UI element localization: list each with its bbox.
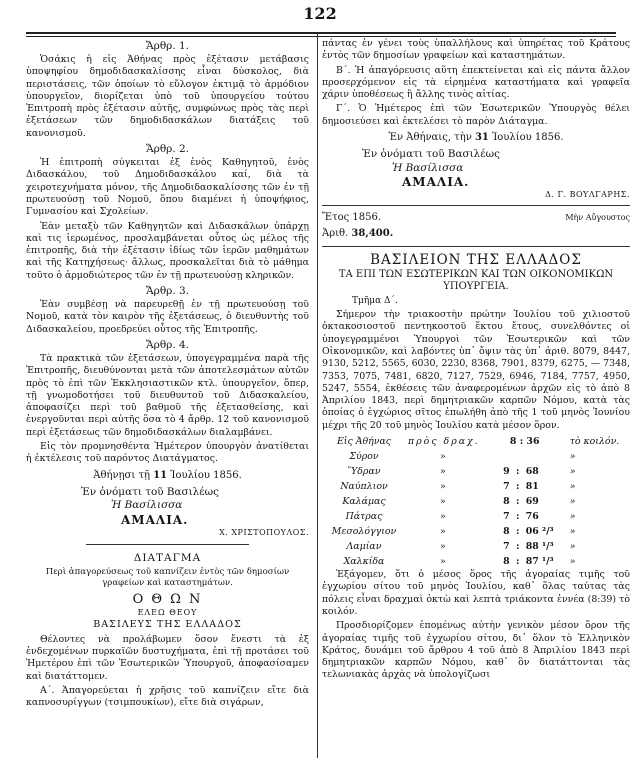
row-unit: » [569, 496, 576, 508]
determination-text: Προσδιορίζομεν ἑπομένως αὐτὴν γενικὸν μέσον ὅρον τῆς ἀγοραίας τιμῆς τοῦ ἐγχωρίου σίτου, δι᾽ ὅλον τὸ Ἑλληνικὸν Κράτος, δυνάμει τοῦ ἄρθρου 4 τοῦ ἀπὸ 8 Ἀπριλίου 1843 περὶ δημητριακῶν καρπῶν Νόμου, καθ᾽ ὃν διατάττονται τὰς τελωνιακὰς ἀρχὰς νὰ ὑπολογίζωσι [322, 620, 630, 681]
signature-line-2: Ἡ Βασίλισσα [111, 499, 183, 512]
row-unit: » [569, 511, 576, 523]
row-place: Λαμίαν [346, 541, 382, 553]
number-row [322, 227, 630, 241]
header-end: τὸ κοιλόν. [569, 436, 620, 448]
decree-date [26, 469, 309, 483]
conclusion-text: Ἐξάγομεν, ὅτι ὁ μέσος ὅρος τῆς ἀγοραίας τιμῆς τοῦ ἐγχωρίου σίτου τοῦ μηνὸς Ἰουλίου, καθ᾽ ὅλας ταύτας τὰς πόλεις εἶναι δραχμαὶ ὀκτὼ καὶ λεπτὰ τριάκοντα ἐννέα (8:39) τὸ κοιλόν. [322, 569, 630, 617]
section-label: Τμῆμα Δ΄. [352, 296, 398, 307]
header-place: Εἰς Ἀθήνας [336, 436, 392, 448]
row-dots: » [439, 526, 448, 538]
article-1-title: Ἄρθρ. 1. [145, 40, 190, 52]
column-divider [317, 32, 318, 758]
price-table-header [322, 434, 630, 449]
row-drachmas: 8 [503, 526, 510, 538]
number-value: 38,400. [351, 228, 394, 240]
ministry-heading: ΤΑ ΕΠΙ ΤΩΝ ΕΣΩΤΕΡΙΚΩΝ ΚΑΙ ΤΩΝ ΟΙΚΟΝΟΜΙΚΩΝ ΥΠΟΥΡΓΕΙΑ. [338, 269, 614, 293]
article-A-text: Α΄. Ἀπαγορεύεται ἡ χρῆσις τοῦ καπνίζειν εἴτε διὰ καπνοσυρίγγων (τσιμπουκίων), εἴτε διὰ σιγάρων, [26, 684, 309, 709]
signature-line-1: Ἐν ὀνόματι τοῦ Βασιλέως [81, 485, 219, 498]
eleo-theou: ΕΛΕΩ ΘΕΟΥ [137, 607, 198, 617]
row-lepta: 81 [525, 481, 539, 493]
table-row [322, 554, 630, 569]
section-separator [86, 544, 249, 545]
header-price: 8 : 36 [509, 436, 540, 448]
article-2-text: Ἡ ἐπιτροπὴ σύγκειται ἐξ ἑνὸς Καθηγητοῦ, ἑνὸς Διδασκάλου, τοῦ Δημοδιδασκάλου καί, διὰ τὰ χειροτεχνήματα μόνον, τῆς Δημοδιδασκαλίσσης τῶν ἐν τῇ πρωτευούσῃ τοῦ Νομοῦ, ὅπου διαμένει ἡ ὑποψήφιος, Γυμνασίου καὶ Σχολείων. [26, 157, 309, 218]
row-colon: : [515, 466, 520, 478]
row-colon: : [515, 481, 520, 493]
table-row [322, 479, 630, 494]
section-separator-right-2 [322, 246, 630, 247]
year-month-row [322, 211, 630, 225]
row-drachmas [482, 449, 512, 464]
top-rule [26, 32, 616, 37]
minister-signature: Χ. ΧΡΙΣΤΟΠΟΥΛΟΣ. [219, 527, 309, 537]
row-lepta: 69 [525, 496, 539, 508]
row-colon [512, 449, 524, 464]
king-title: ΒΑΣΙΛΕΥΣ ΤΗΣ ΕΛΛΑΔΟΣ [93, 618, 242, 630]
price-table [322, 434, 630, 569]
number-label: Ἀριθ. [322, 228, 349, 240]
row-colon: : [515, 526, 520, 538]
row-drachmas: 9 [503, 466, 510, 478]
article-2-text-cont: Ἐὰν μεταξὺ τῶν Καθηγητῶν καὶ Διδασκάλων ὑπάρχῃ καὶ τις ἱερωμένος, προσλαμβάνεται οὗτος ὡς μέλος τῆς ἐπιτροπῆς, διὰ τὴν ἐξέτασιν ἰδίως τῶν ἱερῶν μαθημάτων καὶ τῆς Κατηχήσεως· ἄλλως, προσκαλεῖται διὰ τὸ μάθημα τοῦτο ὁ ἁρμοδιώτερος τῶν ἐν τῇ πρωτευούσῃ κληρικῶν. [26, 220, 309, 281]
article-G-text: Γ΄. Ὁ Ἡμέτερος ἐπὶ τῶν Ἐσωτερικῶν Ὑπουργὸς θέλει δημοσιεύσει καὶ ἐκτελέσει τὸ παρὸν Διάταγμα. [322, 103, 630, 127]
row-unit: » [569, 481, 576, 493]
row-colon: : [515, 541, 520, 553]
row-place: Ναύπλιον [340, 481, 388, 493]
article-3-text: Ἐὰν συμβέσῃ νὰ παρευρεθῇ ἐν τῇ πρωτευούσῃ τοῦ Νομοῦ, κατὰ τὸν καιρὸν τῆς ἐξετάσεως, ὁ διευθυντὴς τοῦ Διδασκαλείου, προεδρεύει οὗτος τῆς Ἐπιτροπῆς. [26, 299, 309, 335]
month-label: Μὴν Αὔγουστος [565, 213, 630, 223]
decree-date-right [322, 131, 630, 145]
left-column [26, 38, 309, 758]
row-colon: : [515, 511, 520, 523]
row-dots: » [439, 496, 448, 508]
row-dots: » [439, 481, 448, 493]
article-4-title: Ἄρθρ. 4. [145, 338, 190, 351]
date-day: 31 [474, 132, 489, 144]
row-unit: » [569, 526, 576, 538]
table-row [322, 449, 630, 464]
row-drachmas: 7 [503, 481, 510, 493]
minister-signature-right: Δ. Γ. ΒΟΥΛΓΑΡΗΣ. [545, 190, 630, 200]
article-4-text: Τὰ πρακτικὰ τῶν ἐξετάσεων, ὑπογεγραμμένα παρὰ τῆς Ἐπιτροπῆς, διευθύνονται μετὰ τῶν ἀποτελεσμάτων αὐτῶν πρὸς τὸ ἐπὶ τῶν Ἐκκλησιαστικῶν κτλ. ὑπουργεῖον, ὅπερ, τῇ γνωμοδοτήσει τοῦ διευθυντοῦ τοῦ Διδασκαλείου, ἀποφασίζει περὶ τοῦ βαθμοῦ τῆς ἐξετασθείσης, καὶ ἐνεργοῦνται περὶ αὐτῆς ὅσα τὸ 4 ἄρθρ. 12 τοῦ κανονισμοῦ περὶ ἐξετάσεως τῶν δημοδιδασκάλων διαλαμβάνει. [26, 352, 309, 438]
right-column [322, 38, 630, 758]
row-drachmas: 7 [503, 541, 510, 553]
row-unit: » [569, 556, 576, 568]
row-lepta: 76 [525, 511, 539, 523]
table-row [322, 494, 630, 509]
date-suffix: Ἰουλίου 1856. [492, 132, 564, 144]
row-lepta [524, 449, 568, 464]
row-dots: » [439, 556, 448, 568]
row-dots: » [439, 466, 448, 478]
page-number: 122 [303, 4, 337, 23]
kingdom-heading: ΒΑΣΙΛΕΙΟΝ ΤΗΣ ΕΛΛΑΔΟΣ [370, 252, 582, 269]
diatagma-subtitle: Περὶ ἀπαγορεύσεως τοῦ καπνίζειν ἐντὸς τῶν δημοσίων γραφείων καὶ καταστημάτων. [45, 566, 290, 588]
row-dots: » [439, 451, 448, 463]
row-dots: » [439, 511, 448, 523]
row-place: Καλάμας [342, 496, 386, 508]
preamble-text: Θέλοντες νὰ προλάβωμεν ὅσον ἔνεστι τὰ ἐξ ἐνδεχομένων πυρκαϊῶν δυστυχήματα, ἐπὶ τῇ προτάσει τοῦ Ἡμετέρου ἐπὶ τῶν Ἐσωτερικῶν Ὑπουργοῦ, ἀποφασίσαμεν καὶ διατάττομεν. [26, 633, 309, 682]
section-separator-right [322, 205, 630, 206]
row-lepta: 87 ¹/³ [525, 556, 554, 568]
row-unit: » [569, 466, 576, 478]
date-prefix: Ἐν Ἀθήναις, τὴν [388, 132, 472, 144]
row-drachmas: 8 [503, 556, 510, 568]
row-place: Χαλκίδα [343, 556, 385, 568]
date-day: 11 [153, 469, 168, 481]
table-row [322, 524, 630, 539]
signature-queen: ΑΜΑΛΙΑ. [121, 512, 189, 527]
row-lepta: 88 ¹/³ [525, 541, 554, 553]
row-drachmas: 7 [503, 511, 510, 523]
table-row [322, 464, 630, 479]
article-2-title: Ἄρθρ. 2. [145, 143, 190, 156]
diatagma-title: ΔΙΑΤΑΓΜΑ [133, 551, 202, 564]
continued-text: πάντας ἐν γένει τοὺς ὑπαλλήλους καὶ ὑπηρέτας τοῦ Κράτους ἐντὸς τῶν δημοσίων γραφείων καὶ καταστημάτων. [322, 38, 630, 62]
article-3-title: Ἄρθρ. 3. [145, 285, 190, 298]
row-place: Ὕδραν [347, 466, 381, 478]
date-suffix: Ἰουλίου 1856. [170, 469, 242, 481]
closing-text: Εἰς τὸν προμνησθέντα Ἡμέτερον ὑπουργὸν ἀνατίθεται ἡ ἐκτέλεσις τοῦ παρόντος Διατάγματος. [26, 441, 309, 465]
signature-line-1-right: Ἐν ὀνόματι τοῦ Βασιλέως [362, 148, 500, 161]
row-place: Μεσολόγγιον [331, 526, 397, 538]
row-lepta: 06 ²/³ [525, 526, 554, 538]
article-1-text: Ὁσάκις ἡ εἰς Ἀθήνας πρὸς ἐξέτασιν μετάβασις ὑποψηφίου δημοδιδασκαλίσσης εἶναι δύσκολος, διὰ περιστάσεις, τῶν ὁποίων τὸ εὔλογον ἐκτιμᾷ τὸ ἁρμόδιον ὑπουργεῖον, διορίζεται ὑπὸ τοῦ ὑπουργείου τούτου Ἐπιτροπὴ πρὸς ἐξέτασιν αὐτῆς, συμφώνως πρὸς τὰς περὶ ἐξετάσεων τῶν δημοδιδασκάλων διατάξεις τοῦ κανονισμοῦ. [26, 54, 309, 139]
row-colon: : [515, 556, 520, 568]
row-drachmas: 8 [503, 496, 510, 508]
year-label: Ἔτος 1856. [322, 212, 382, 224]
row-unit: » [569, 451, 576, 463]
signature-line-2-right: Ἡ Βασίλισσα [392, 161, 464, 174]
table-row [322, 509, 630, 524]
othon-heading: Ο Θ Ω Ν [132, 591, 203, 607]
header-unit: πρὸς δραχ. [408, 436, 480, 448]
signature-queen-right: ΑΜΑΛΙΑ. [402, 175, 470, 190]
date-prefix: Ἀθήνῃσι τῇ [93, 469, 150, 481]
row-colon: : [515, 496, 520, 508]
row-place: Σύρον [349, 451, 379, 463]
price-table-body [322, 449, 630, 569]
report-text: Σήμερον τὴν τριακοστὴν πρώτην Ἰουλίου τοῦ χιλιοστοῦ ὀκτακοσιοστοῦ πεντηκοστοῦ ἕκτου ἔτους, συνελθόντες οἱ ὑπογεγραμμένοι Ὑπουργοὶ τῶν Ἐσωτερικῶν καὶ τῶν Οἰκονομικῶν, καὶ λαβόντες ὑπ᾽ ὄψιν τὰς ὑπ᾽ ἀριθ. 8079, 8447, 9130, 5212, 5565, 6030, 2230, 8368, 7901, 8379, 6275, — 7348, 7353, 7075, 7481, 6820, 7127, 7529, 6946, 7184, 7757, 4950, 5247, 5554, ἐκθέσεις τῶν ἀναφερομένων ἀρχῶν εἰς τὸ ἀπὸ 8 Ἀπριλίου 1843, περὶ δημητριακῶν καρπῶν Νόμου, κατὰ τὰς ὁποίας ὁ ἐγχώριος σῖτος ἐπωλήθη ἀπὸ τῆς 1 τοῦ μηνὸς Ἰουνίου μέχρι τῆς 20 τοῦ μηνὸς Ἰουλίου κατὰ μέσον ὅρον. [322, 309, 630, 431]
row-lepta: 68 [525, 466, 539, 478]
row-place: Πάτρας [345, 511, 383, 523]
row-dots: » [439, 541, 448, 553]
table-row [322, 539, 630, 554]
article-B-text: Β΄. Ἡ ἀπαγόρευσις αὕτη ἐπεκτείνεται καὶ εἰς πάντα ἄλλον προσερχόμενον εἰς τὰ εἰρημένα καταστήματα καὶ γραφεῖα χάριν ὑποθέσεως ἢ ἄλλης τινὸς αἰτίας. [322, 64, 630, 101]
row-unit: » [569, 541, 576, 553]
